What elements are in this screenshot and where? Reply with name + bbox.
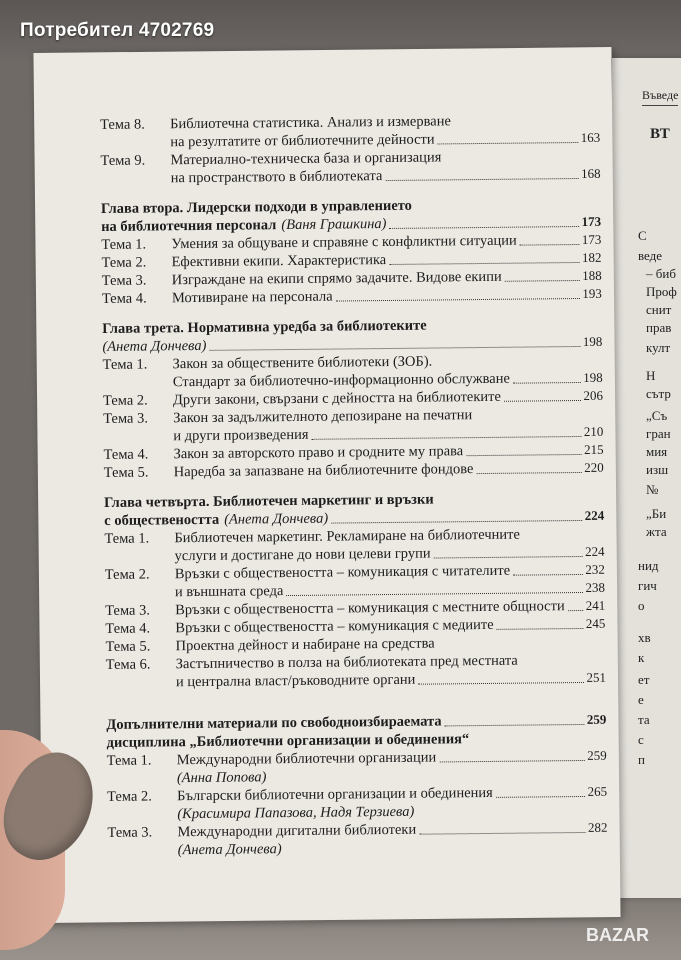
dot-leader (505, 280, 580, 282)
right-page-text-fragment: снит (646, 302, 672, 317)
page-number: 265 (587, 783, 608, 799)
topic-title: Връзки с обществеността – комуникация с читателите (174, 562, 511, 583)
page-number: 224 (585, 543, 605, 559)
right-page-text-fragment: култ (646, 340, 671, 355)
right-page-header: Въведе (642, 88, 678, 106)
page-number: 198 (582, 333, 603, 349)
topic-label: Тема 1. (104, 530, 150, 547)
topic-label: Тема 8. (100, 116, 145, 133)
topic-label: Тема 3. (107, 824, 153, 841)
topic-label: Тема 1. (102, 356, 148, 373)
right-page-text-fragment: гич (638, 578, 657, 593)
supplement-title-text: дисциплина „Библиотечни организации и обединения“ (106, 731, 470, 751)
dot-leader (513, 574, 582, 576)
topic-title: услуги и достигане до нови целеви групи (174, 545, 431, 565)
page-number: 206 (583, 387, 604, 403)
topic-label: Тема 6. (105, 656, 151, 673)
right-page-text-fragment: мия (646, 444, 668, 459)
right-page-text-fragment: с (638, 732, 644, 747)
right-page-text-fragment: та (638, 712, 650, 727)
right-page-text-fragment: п (638, 752, 645, 767)
topic-label-spacer (101, 187, 171, 188)
topic-title: Библиотечен маркетинг. Рекламиране на библиотечните (174, 526, 520, 547)
right-page-text-fragment: № (646, 482, 659, 497)
topic-title: Ефективни екипи. Характеристика (171, 252, 387, 271)
topic-label: Тема 4. (101, 290, 147, 307)
right-page (612, 58, 681, 898)
topic-title: Закон за обществените библиотеки (ЗОБ). (172, 353, 433, 373)
dot-leader (504, 400, 581, 402)
topic-label: Тема 3. (103, 410, 149, 427)
page-number: 220 (584, 459, 604, 475)
right-page-title: ВТ (650, 126, 670, 142)
topic-author: (Анета Дончева) (177, 841, 282, 859)
topic-label-spacer (106, 691, 176, 692)
right-page-text-fragment: веде (638, 248, 663, 263)
topic-label: Тема 5. (105, 638, 151, 655)
right-page-text-fragment: С (638, 228, 647, 243)
user-watermark: Потребител 4702769 (20, 20, 215, 41)
dot-leader (385, 178, 578, 181)
topic-title: на пространството в библиотеката (170, 168, 383, 187)
topic-title: Връзки с обществеността – комуникация с медиите (175, 616, 494, 637)
dot-leader (419, 832, 585, 835)
toc-line (104, 459, 604, 482)
topic-title: Мотивиране на персонала (171, 288, 333, 307)
page-number: 210 (583, 423, 604, 439)
dot-leader (389, 262, 579, 265)
dot-leader (312, 436, 581, 440)
topic-title: на резултатите от библиотечните дейности (170, 131, 435, 151)
topic-label: Тема 9. (100, 152, 146, 169)
dot-leader (497, 628, 583, 630)
right-page-text-fragment: ет (638, 672, 650, 687)
dot-leader (445, 724, 584, 726)
page-number: 173 (581, 213, 602, 229)
right-page-text-fragment: Проф (646, 284, 677, 299)
table-of-contents (100, 111, 608, 860)
right-page-text-fragment: о (638, 598, 645, 613)
topic-label: Тема 1. (101, 236, 147, 253)
right-page-text-fragment: нид (638, 558, 659, 573)
page-number: 188 (582, 267, 602, 283)
topic-title: Материално-техническа база и организация (170, 149, 442, 169)
dot-leader (496, 796, 585, 798)
page-number: 282 (587, 819, 608, 835)
page-number: 224 (584, 507, 605, 523)
topic-title: Закон за задължителното депозиране на печатни (173, 407, 473, 427)
topic-title: Умения за общуване и справяне с конфликтни ситуации (171, 232, 517, 253)
dot-leader (209, 346, 580, 351)
dot-leader (466, 454, 581, 456)
right-page-text-fragment: гран (646, 426, 671, 441)
page-number: 173 (581, 231, 602, 247)
chapter-author: (Анета Дончева) (102, 337, 207, 355)
topic-title: Международни библиотечни организации (176, 749, 437, 769)
page-number: 238 (585, 579, 606, 595)
right-page-text-fragment: „Би (646, 506, 667, 521)
right-page-text-fragment: прав (646, 320, 672, 335)
topic-title: и централна власт/ръководните органи (175, 671, 416, 691)
page-number: 198 (583, 369, 603, 385)
topic-label: Тема 4. (105, 620, 151, 637)
topic-title: и външната среда (174, 583, 284, 601)
dot-leader (390, 226, 579, 229)
chapter-author: (Анета Дончева) (224, 510, 329, 528)
supplement-block (106, 711, 607, 860)
page-number: 193 (582, 285, 602, 301)
topic-label: Тема 2. (102, 392, 148, 409)
toc-line (106, 669, 606, 692)
page-number: 259 (587, 747, 607, 763)
topic-label: Тема 3. (105, 602, 151, 619)
right-page-text-fragment: сътр (646, 386, 671, 401)
bazar-logo: BAZAR (586, 925, 649, 945)
chapter-author: (Ваня Грашкина) (281, 216, 387, 234)
page-number: 163 (580, 129, 601, 145)
dot-leader (331, 520, 582, 524)
topic-title: Застъпничество в полза на библиотеката пред местната (175, 652, 518, 673)
right-page-text-fragment: е (638, 692, 644, 707)
page-number: 215 (583, 441, 604, 457)
topic-label: Тема 2. (107, 788, 152, 805)
dot-leader (476, 472, 581, 474)
chapter-block (102, 315, 604, 482)
right-page-text-fragment: хв (638, 630, 651, 645)
topic-author: (Красимира Папазова, Надя Терзиева) (177, 803, 415, 823)
topic-title: Изграждане на екипи спрямо задачите. Видове екипи (171, 268, 502, 289)
page-number: 241 (585, 597, 606, 613)
topic-title: Други закони, свързани с дейността на библиотеките (172, 388, 501, 409)
topic-title: Български библиотечни организации и обединения (177, 784, 493, 805)
right-page-text-fragment: – биб (646, 266, 676, 281)
chapter-title-text: Глава трета. Нормативна уредба за библиотеките (102, 317, 427, 337)
topic-title: Проектна дейност и набиране на средства (175, 635, 435, 655)
topic-label: Тема 5. (103, 464, 149, 481)
page-number: 182 (581, 249, 602, 265)
topic-title: Международни дигитални библиотеки (177, 821, 417, 841)
chapter-title-text: Глава четвърта. Библиотечен маркетинг и връзки (103, 491, 434, 511)
right-page-text-fragment: „Съ (646, 408, 668, 423)
dot-leader (513, 382, 580, 384)
page-number: 245 (585, 615, 606, 631)
topic-label: Тема 4. (103, 446, 149, 463)
topic-title: и други произведения (173, 426, 309, 445)
dot-leader (439, 760, 584, 763)
chapter-block (101, 195, 602, 308)
right-page-text-fragment: изш (646, 462, 669, 477)
topic-title: Връзки с обществеността – комуникация с местните общности (175, 598, 565, 619)
chapter-title-text: с обществеността (104, 511, 220, 529)
page-number: 232 (585, 561, 605, 577)
toc-line (102, 285, 602, 308)
dot-leader (418, 682, 583, 685)
supplement-title-text: Допълнителни материали по свободноизбираемата (106, 713, 442, 733)
page-number: 168 (581, 165, 601, 181)
dot-leader (520, 244, 579, 246)
topic-label: Тема 3. (101, 272, 147, 289)
topic-title: Закон за авторското право и сродните му права (173, 443, 464, 463)
topic-title: Библиотечна статистика. Анализ и измерване (170, 113, 451, 133)
dot-leader (438, 142, 578, 144)
chapter-block (104, 489, 606, 692)
right-page-text-fragment: к (638, 650, 645, 665)
topic-author: (Анна Попова) (176, 769, 267, 787)
toc-line (101, 165, 601, 188)
dot-leader (434, 556, 583, 559)
dot-leader (568, 610, 583, 611)
topic-title: Наредба за запазване на библиотечните фондове (173, 461, 474, 481)
chapter-title-text: Глава втора. Лидерски подходи в управлението (100, 197, 412, 217)
topic-label: Тема 2. (104, 566, 150, 583)
dot-leader (286, 592, 582, 596)
topic-label: Тема 2. (101, 254, 147, 271)
page-number: 251 (586, 669, 606, 685)
topic-title: Стандарт за библиотечно-информационно обслужване (172, 370, 510, 391)
chapter-title-text: на библиотечния персонал (101, 217, 277, 235)
page-number: 259 (586, 711, 607, 727)
right-page-text-fragment: жта (646, 524, 667, 539)
right-page-text-fragment: Н (646, 368, 656, 383)
topic-label: Тема 1. (106, 752, 152, 769)
dot-leader (336, 298, 580, 302)
